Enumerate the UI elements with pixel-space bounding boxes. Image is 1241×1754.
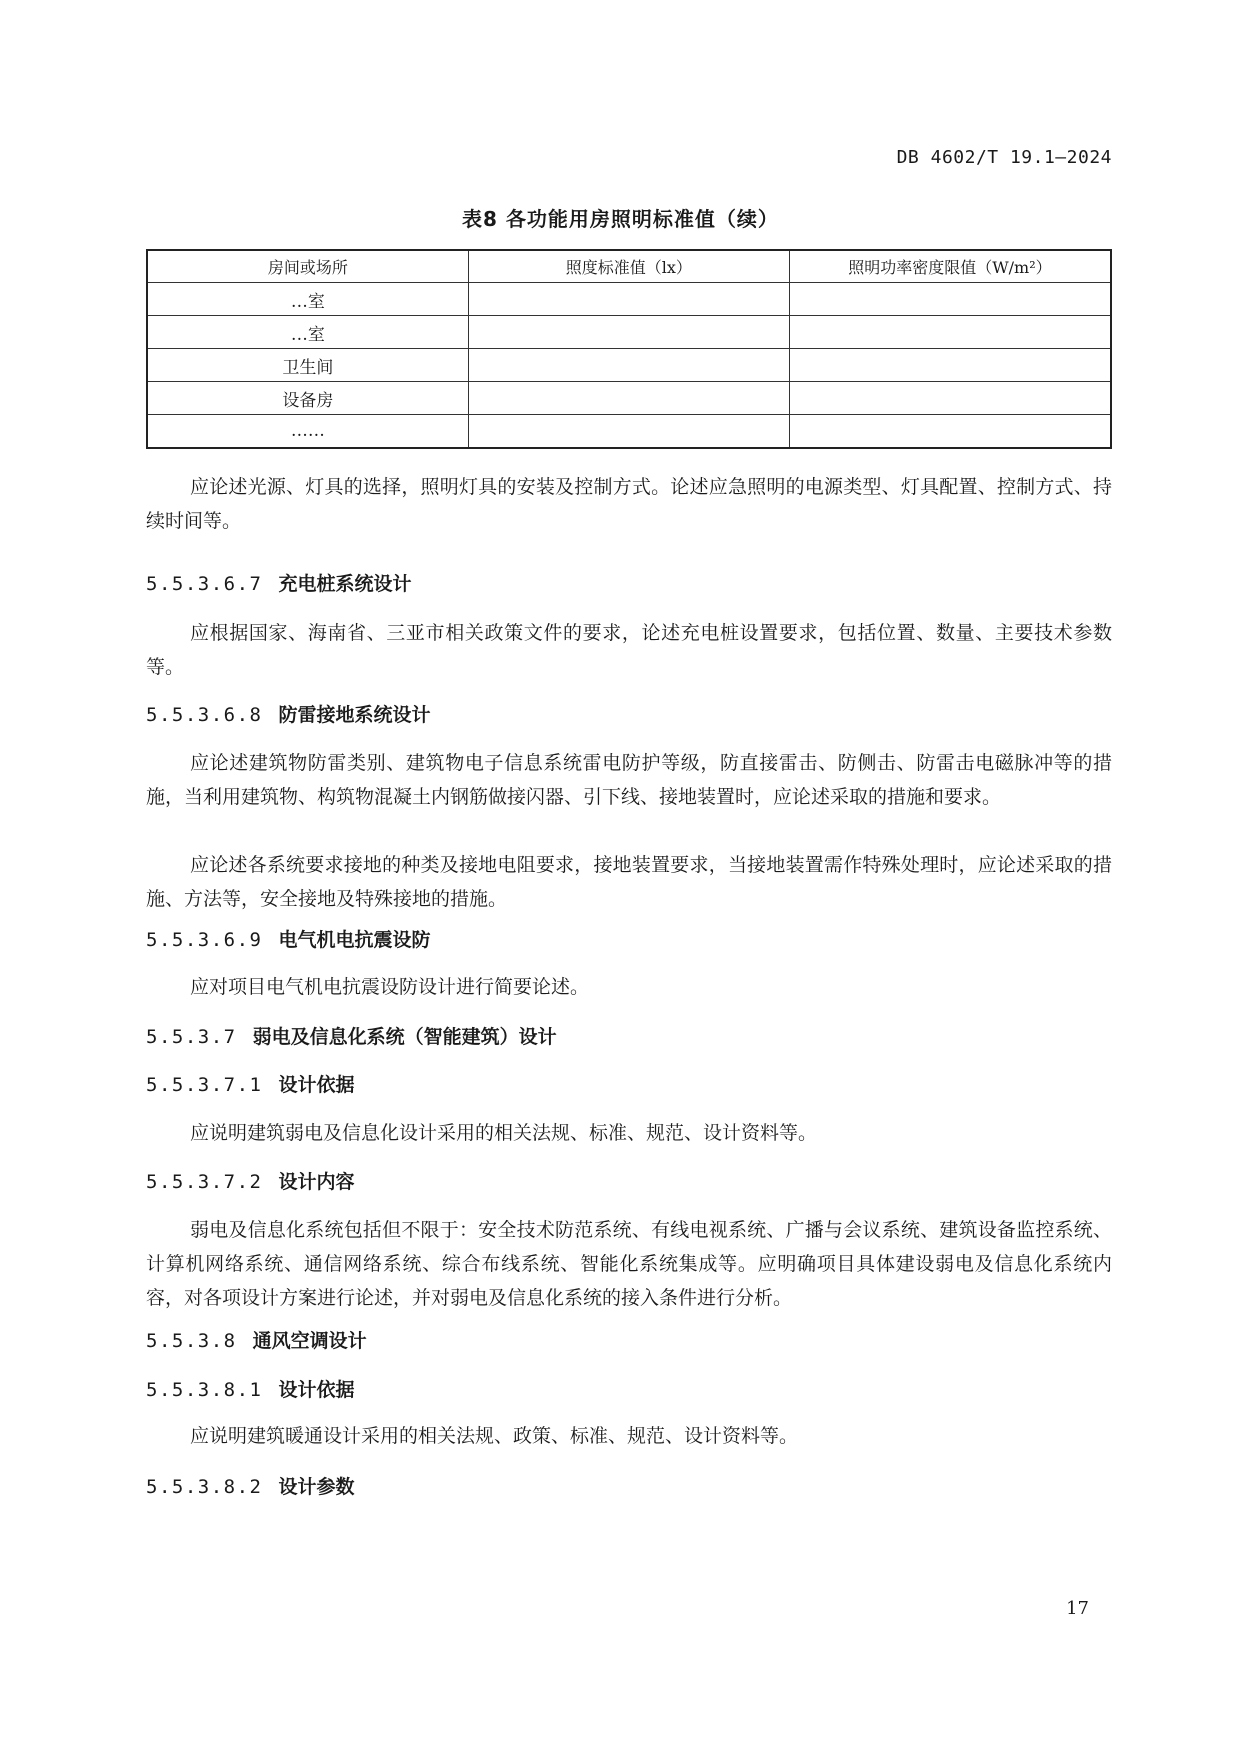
table-cell-room: …室 — [147, 283, 468, 316]
heading-5-5-3-6-7 — [146, 569, 411, 599]
paragraph-hvac-basis: 应说明建筑暖通设计采用的相关法规、政策、标准、规范、设计资料等。 — [190, 1425, 799, 1447]
lighting-standard-table — [146, 249, 1112, 449]
heading-number: 5.5.3.7.2 — [146, 1171, 263, 1193]
heading-number: 5.5.3.8.2 — [146, 1476, 263, 1498]
table-cell-room: …… — [147, 415, 468, 449]
table-header-row — [147, 250, 1111, 283]
paragraph-grounding: 应论述各系统要求接地的种类及接地电阻要求，接地装置要求，当接地装置需作特殊处理时，应论述采取的措施、方法等，安全接地及特殊接地的措施。 — [146, 854, 1112, 910]
paragraph-lighting-design: 应论述光源、灯具的选择，照明灯具的安装及控制方式。论述应急照明的电源类型、灯具配置、控制方式、持续时间等。 — [146, 476, 1112, 532]
heading-number: 5.5.3.8.1 — [146, 1379, 263, 1401]
heading-5-5-3-8 — [146, 1326, 367, 1356]
table-cell-power-density — [789, 415, 1111, 449]
heading-title: 设计参数 — [278, 1476, 355, 1498]
document-id: DB 4602/T 19.1—2024 — [896, 147, 1112, 168]
heading-number: 5.5.3.7.1 — [146, 1074, 263, 1096]
table-cell-power-density — [789, 382, 1111, 415]
table-cell-room: 卫生间 — [147, 349, 468, 382]
table-cell-power-density — [789, 349, 1111, 382]
heading-5-5-3-8-1 — [146, 1375, 354, 1405]
heading-title: 防雷接地系统设计 — [278, 704, 431, 726]
column-header-room: 房间或场所 — [147, 250, 468, 283]
heading-title: 设计依据 — [278, 1074, 355, 1096]
table-cell-power-density — [789, 316, 1111, 349]
table-cell-illuminance — [468, 316, 789, 349]
table-cell-illuminance — [468, 382, 789, 415]
table-cell-room: …室 — [147, 316, 468, 349]
paragraph-weak-current-basis: 应说明建筑弱电及信息化设计采用的相关法规、标准、规范、设计资料等。 — [190, 1122, 818, 1144]
heading-number: 5.5.3.6.8 — [146, 704, 263, 726]
table-cell-illuminance — [468, 349, 789, 382]
heading-title: 充电桩系统设计 — [278, 573, 412, 595]
page-number: 17 — [1066, 1598, 1089, 1619]
heading-title: 弱电及信息化系统（智能建筑）设计 — [252, 1026, 557, 1048]
heading-number: 5.5.3.6.7 — [146, 573, 263, 595]
table-row — [147, 283, 1111, 316]
table-cell-illuminance — [468, 415, 789, 449]
heading-5-5-3-7-2 — [146, 1167, 354, 1197]
heading-5-5-3-8-2 — [146, 1472, 354, 1502]
table-row — [147, 316, 1111, 349]
heading-title: 电气机电抗震设防 — [278, 929, 431, 951]
heading-5-5-3-7-1 — [146, 1070, 354, 1100]
column-header-power-density: 照明功率密度限值（W/m²） — [789, 250, 1111, 283]
table-row — [147, 382, 1111, 415]
table-row — [147, 415, 1111, 449]
heading-title: 通风空调设计 — [252, 1330, 367, 1352]
paragraph-charging-pile: 应根据国家、海南省、三亚市相关政策文件的要求，论述充电桩设置要求，包括位置、数量、主要技术参数等。 — [146, 622, 1112, 678]
heading-number: 5.5.3.6.9 — [146, 929, 263, 951]
heading-title: 设计依据 — [278, 1379, 355, 1401]
heading-5-5-3-6-9 — [146, 925, 430, 955]
table-cell-illuminance — [468, 283, 789, 316]
paragraph-seismic: 应对项目电气机电抗震设防设计进行简要论述。 — [190, 976, 590, 998]
table-row — [147, 349, 1111, 382]
heading-number: 5.5.3.8 — [146, 1330, 237, 1352]
paragraph-weak-current-content: 弱电及信息化系统包括但不限于：安全技术防范系统、有线电视系统、广播与会议系统、建筑设备监控系统、计算机网络系统、通信网络系统、综合布线系统、智能化系统集成等。应明确项目具体建设弱电及信息化系统内容，对各项设计方案进行论述，并对弱电及信息化系统的接入条件进行分析。 — [146, 1219, 1112, 1309]
heading-5-5-3-6-8 — [146, 700, 430, 730]
heading-number: 5.5.3.7 — [146, 1026, 237, 1048]
table-title: 表8 各功能用房照明标准值（续） — [462, 207, 779, 231]
table-cell-room: 设备房 — [147, 382, 468, 415]
table-cell-power-density — [789, 283, 1111, 316]
column-header-illuminance: 照度标准值（lx） — [468, 250, 789, 283]
heading-title: 设计内容 — [278, 1171, 355, 1193]
heading-5-5-3-7 — [146, 1022, 557, 1052]
paragraph-lightning-protection: 应论述建筑物防雷类别、建筑物电子信息系统雷电防护等级，防直接雷击、防侧击、防雷击电磁脉冲等的措施，当利用建筑物、构筑物混凝土内钢筋做接闪器、引下线、接地装置时，应论述采取的措施和要求。 — [146, 752, 1112, 808]
